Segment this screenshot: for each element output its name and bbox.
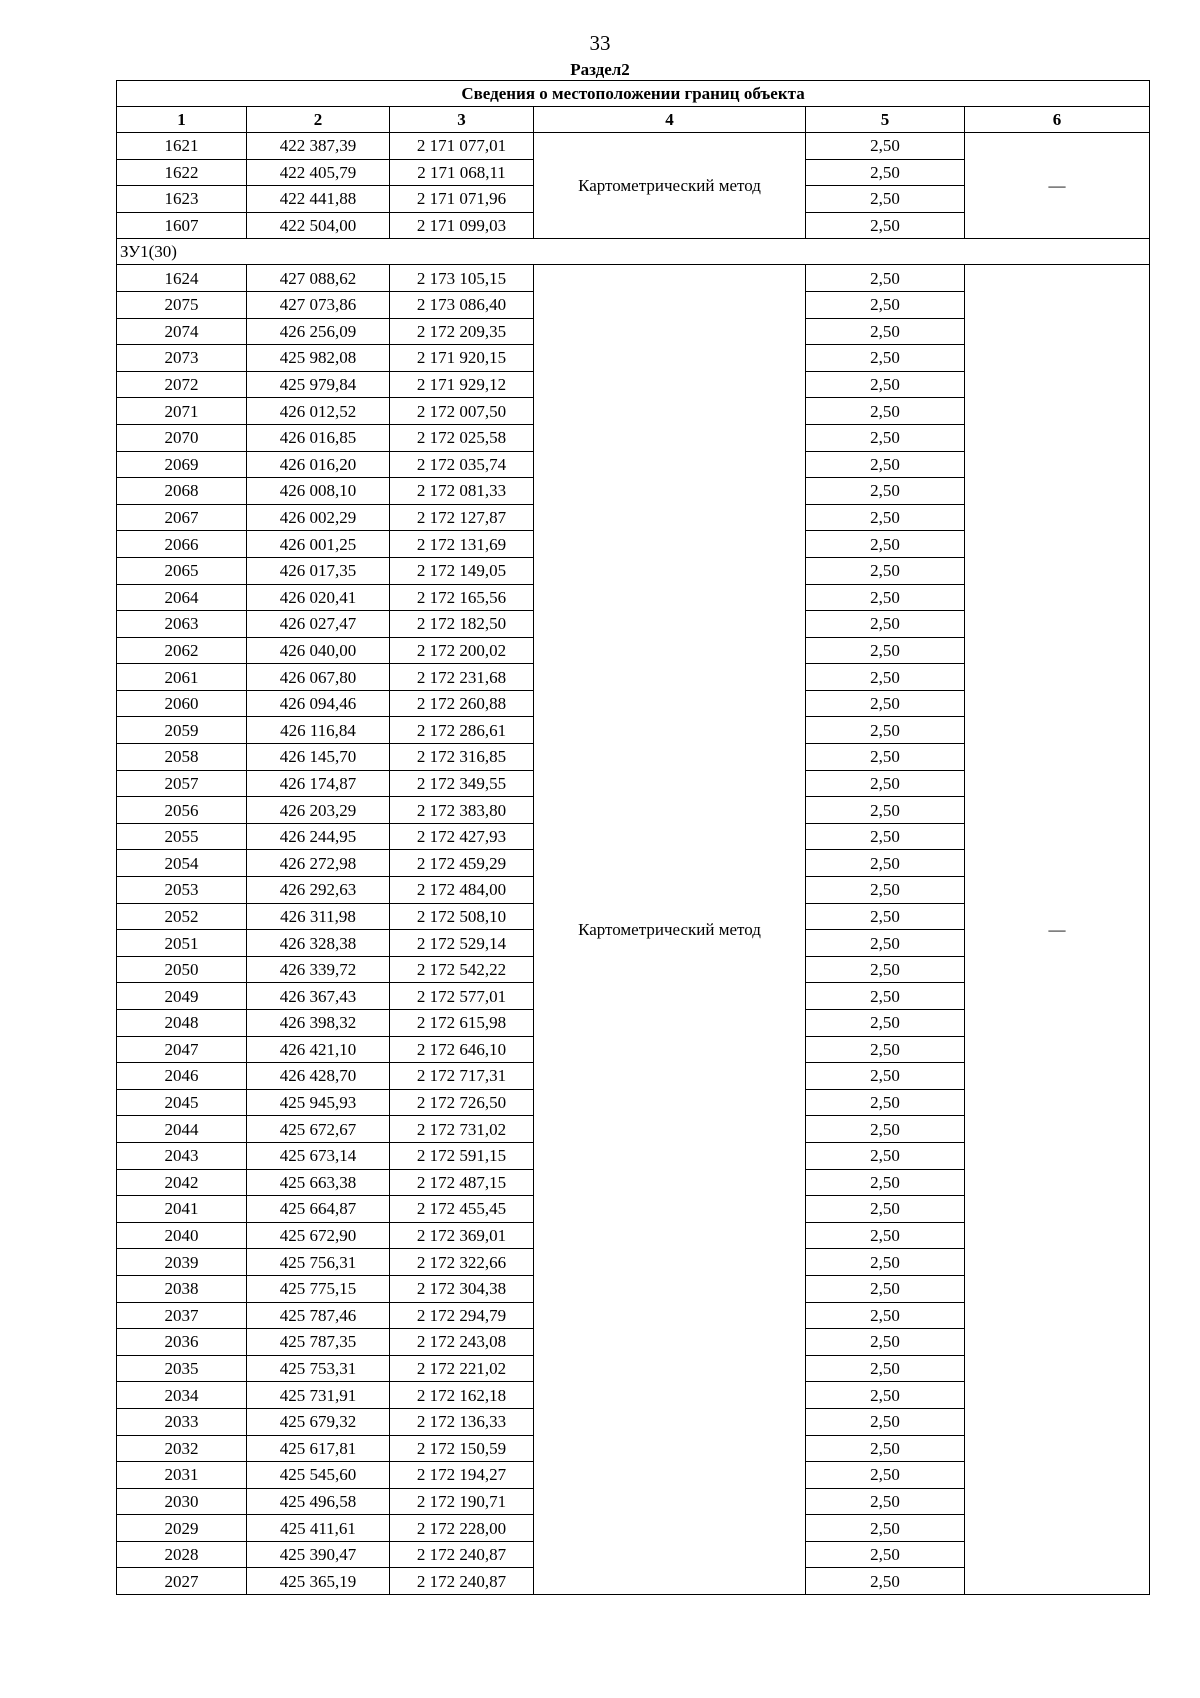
point-number: 2053 (117, 877, 247, 904)
point-number: 2049 (117, 983, 247, 1010)
point-number: 1607 (117, 212, 247, 239)
accuracy-value: 2,50 (806, 478, 965, 505)
coordinate-x: 426 094,46 (247, 690, 390, 717)
coordinate-x: 426 012,52 (247, 398, 390, 425)
accuracy-value: 2,50 (806, 159, 965, 186)
coordinate-x: 425 617,81 (247, 1435, 390, 1462)
accuracy-value: 2,50 (806, 451, 965, 478)
accuracy-value: 2,50 (806, 770, 965, 797)
point-number: 2042 (117, 1169, 247, 1196)
accuracy-value: 2,50 (806, 744, 965, 771)
coordinate-y: 2 172 529,14 (390, 930, 534, 957)
accuracy-value: 2,50 (806, 424, 965, 451)
coordinate-y: 2 172 542,22 (390, 956, 534, 983)
group-row (117, 239, 1150, 265)
group-label: ЗУ1(30) (117, 239, 1150, 265)
coordinate-y: 2 172 025,58 (390, 424, 534, 451)
coordinate-y: 2 172 228,00 (390, 1515, 534, 1542)
coordinate-x: 427 073,86 (247, 291, 390, 318)
coordinate-y: 2 172 131,69 (390, 531, 534, 558)
coordinate-y: 2 172 427,93 (390, 823, 534, 850)
coordinate-x: 425 982,08 (247, 345, 390, 372)
point-number: 2041 (117, 1196, 247, 1223)
dash-cell: — (965, 133, 1150, 239)
point-number: 2067 (117, 504, 247, 531)
coordinate-y: 2 172 007,50 (390, 398, 534, 425)
coordinate-x: 425 756,31 (247, 1249, 390, 1276)
coordinate-y: 2 172 165,56 (390, 584, 534, 611)
coordinate-x: 425 496,58 (247, 1488, 390, 1515)
point-number: 2038 (117, 1275, 247, 1302)
accuracy-value: 2,50 (806, 1462, 965, 1489)
point-number: 2070 (117, 424, 247, 451)
accuracy-value: 2,50 (806, 186, 965, 213)
coordinate-y: 2 172 383,80 (390, 797, 534, 824)
point-number: 2050 (117, 956, 247, 983)
table-row (117, 265, 1150, 292)
column-header: 2 (247, 107, 390, 133)
coordinate-x: 425 663,38 (247, 1169, 390, 1196)
coordinate-x: 425 775,15 (247, 1275, 390, 1302)
coordinate-y: 2 172 591,15 (390, 1142, 534, 1169)
accuracy-value: 2,50 (806, 584, 965, 611)
accuracy-value: 2,50 (806, 318, 965, 345)
coordinate-y: 2 172 487,15 (390, 1169, 534, 1196)
accuracy-value: 2,50 (806, 1515, 965, 1542)
accuracy-value: 2,50 (806, 1036, 965, 1063)
coordinate-y: 2 172 194,27 (390, 1462, 534, 1489)
coordinate-x: 422 405,79 (247, 159, 390, 186)
coordinate-x: 426 145,70 (247, 744, 390, 771)
point-number: 2075 (117, 291, 247, 318)
coordinate-y: 2 172 240,87 (390, 1568, 534, 1595)
point-number: 2051 (117, 930, 247, 957)
point-number: 2054 (117, 850, 247, 877)
accuracy-value: 2,50 (806, 664, 965, 691)
coordinate-x: 425 545,60 (247, 1462, 390, 1489)
coordinate-y: 2 172 221,02 (390, 1355, 534, 1382)
coordinate-x: 426 001,25 (247, 531, 390, 558)
accuracy-value: 2,50 (806, 983, 965, 1010)
point-number: 2052 (117, 903, 247, 930)
coordinate-x: 426 272,98 (247, 850, 390, 877)
point-number: 2057 (117, 770, 247, 797)
point-number: 2043 (117, 1142, 247, 1169)
point-number: 2044 (117, 1116, 247, 1143)
point-number: 2029 (117, 1515, 247, 1542)
coordinate-x: 426 244,95 (247, 823, 390, 850)
coordinate-y: 2 171 920,15 (390, 345, 534, 372)
point-number: 2064 (117, 584, 247, 611)
coordinate-x: 426 017,35 (247, 557, 390, 584)
coordinate-x: 426 328,38 (247, 930, 390, 957)
coordinate-x: 422 387,39 (247, 133, 390, 160)
accuracy-value: 2,50 (806, 1568, 965, 1595)
coordinate-y: 2 172 646,10 (390, 1036, 534, 1063)
table-row (117, 133, 1150, 160)
accuracy-value: 2,50 (806, 1275, 965, 1302)
method-cell: Картометрический метод (534, 265, 806, 1595)
accuracy-value: 2,50 (806, 1222, 965, 1249)
point-number: 2058 (117, 744, 247, 771)
coordinate-x: 425 945,93 (247, 1089, 390, 1116)
point-number: 2040 (117, 1222, 247, 1249)
accuracy-value: 2,50 (806, 956, 965, 983)
dash-cell: — (965, 265, 1150, 1595)
accuracy-value: 2,50 (806, 1488, 965, 1515)
coordinate-x: 426 256,09 (247, 318, 390, 345)
coordinate-y: 2 172 127,87 (390, 504, 534, 531)
accuracy-value: 2,50 (806, 690, 965, 717)
coordinate-y: 2 172 717,31 (390, 1063, 534, 1090)
coordinate-x: 426 367,43 (247, 983, 390, 1010)
accuracy-value: 2,50 (806, 1382, 965, 1409)
coordinate-x: 426 067,80 (247, 664, 390, 691)
coordinate-y: 2 172 136,33 (390, 1408, 534, 1435)
coordinate-x: 425 390,47 (247, 1541, 390, 1568)
coordinate-x: 426 428,70 (247, 1063, 390, 1090)
coordinate-x: 426 027,47 (247, 611, 390, 638)
accuracy-value: 2,50 (806, 212, 965, 239)
point-number: 2073 (117, 345, 247, 372)
coordinate-x: 425 787,46 (247, 1302, 390, 1329)
accuracy-value: 2,50 (806, 850, 965, 877)
coordinate-y: 2 171 077,01 (390, 133, 534, 160)
coordinate-x: 427 088,62 (247, 265, 390, 292)
coordinate-x: 425 673,14 (247, 1142, 390, 1169)
point-number: 2031 (117, 1462, 247, 1489)
accuracy-value: 2,50 (806, 1089, 965, 1116)
point-number: 2034 (117, 1382, 247, 1409)
point-number: 2027 (117, 1568, 247, 1595)
coordinate-x: 425 753,31 (247, 1355, 390, 1382)
coordinate-x: 426 002,29 (247, 504, 390, 531)
coordinate-x: 426 016,20 (247, 451, 390, 478)
point-number: 2046 (117, 1063, 247, 1090)
accuracy-value: 2,50 (806, 1249, 965, 1276)
coordinate-y: 2 172 731,02 (390, 1116, 534, 1143)
coordinate-y: 2 172 149,05 (390, 557, 534, 584)
point-number: 2033 (117, 1408, 247, 1435)
coordinate-x: 425 679,32 (247, 1408, 390, 1435)
coordinate-y: 2 171 929,12 (390, 371, 534, 398)
coordinate-x: 425 365,19 (247, 1568, 390, 1595)
accuracy-value: 2,50 (806, 504, 965, 531)
accuracy-value: 2,50 (806, 1196, 965, 1223)
coordinate-y: 2 172 243,08 (390, 1329, 534, 1356)
coordinate-y: 2 172 349,55 (390, 770, 534, 797)
coordinate-x: 422 441,88 (247, 186, 390, 213)
point-number: 2037 (117, 1302, 247, 1329)
coordinate-y: 2 171 068,11 (390, 159, 534, 186)
column-header: 1 (117, 107, 247, 133)
column-header: 6 (965, 107, 1150, 133)
accuracy-value: 2,50 (806, 531, 965, 558)
column-header: 4 (534, 107, 806, 133)
point-number: 2059 (117, 717, 247, 744)
accuracy-value: 2,50 (806, 265, 965, 292)
accuracy-value: 2,50 (806, 1010, 965, 1037)
coordinate-y: 2 172 286,61 (390, 717, 534, 744)
section-title: Раздел2 (570, 60, 630, 79)
accuracy-value: 2,50 (806, 1329, 965, 1356)
table-caption: Сведения о местоположении границ объекта (117, 81, 1150, 107)
point-number: 2028 (117, 1541, 247, 1568)
accuracy-value: 2,50 (806, 611, 965, 638)
accuracy-value: 2,50 (806, 291, 965, 318)
point-number: 1623 (117, 186, 247, 213)
coordinates-table (116, 80, 1150, 1595)
coordinate-y: 2 172 294,79 (390, 1302, 534, 1329)
point-number: 2045 (117, 1089, 247, 1116)
column-header-row (117, 107, 1150, 133)
accuracy-value: 2,50 (806, 1116, 965, 1143)
point-number: 2065 (117, 557, 247, 584)
coordinate-x: 426 174,87 (247, 770, 390, 797)
coordinate-y: 2 172 615,98 (390, 1010, 534, 1037)
accuracy-value: 2,50 (806, 717, 965, 744)
coordinate-x: 426 008,10 (247, 478, 390, 505)
point-number: 1621 (117, 133, 247, 160)
coordinate-x: 426 203,29 (247, 797, 390, 824)
point-number: 2036 (117, 1329, 247, 1356)
accuracy-value: 2,50 (806, 1063, 965, 1090)
point-number: 2072 (117, 371, 247, 398)
accuracy-value: 2,50 (806, 133, 965, 160)
coordinate-y: 2 172 035,74 (390, 451, 534, 478)
accuracy-value: 2,50 (806, 1355, 965, 1382)
coordinate-y: 2 172 081,33 (390, 478, 534, 505)
coordinate-x: 425 731,91 (247, 1382, 390, 1409)
accuracy-value: 2,50 (806, 1435, 965, 1462)
accuracy-value: 2,50 (806, 345, 965, 372)
coordinate-x: 426 020,41 (247, 584, 390, 611)
coordinate-y: 2 172 182,50 (390, 611, 534, 638)
accuracy-value: 2,50 (806, 823, 965, 850)
point-number: 2055 (117, 823, 247, 850)
point-number: 2039 (117, 1249, 247, 1276)
coordinate-y: 2 172 322,66 (390, 1249, 534, 1276)
coordinate-x: 426 421,10 (247, 1036, 390, 1063)
coordinate-x: 425 672,67 (247, 1116, 390, 1143)
accuracy-value: 2,50 (806, 1142, 965, 1169)
coordinate-y: 2 172 240,87 (390, 1541, 534, 1568)
accuracy-value: 2,50 (806, 1541, 965, 1568)
coordinate-y: 2 171 071,96 (390, 186, 534, 213)
accuracy-value: 2,50 (806, 930, 965, 957)
point-number: 2068 (117, 478, 247, 505)
coordinate-x: 426 292,63 (247, 877, 390, 904)
point-number: 2047 (117, 1036, 247, 1063)
accuracy-value: 2,50 (806, 903, 965, 930)
coordinate-y: 2 172 455,45 (390, 1196, 534, 1223)
accuracy-value: 2,50 (806, 637, 965, 664)
column-header: 5 (806, 107, 965, 133)
coordinate-y: 2 172 577,01 (390, 983, 534, 1010)
accuracy-value: 2,50 (806, 398, 965, 425)
coordinate-x: 426 339,72 (247, 956, 390, 983)
accuracy-value: 2,50 (806, 1169, 965, 1196)
coordinate-x: 426 116,84 (247, 717, 390, 744)
coordinate-x: 426 311,98 (247, 903, 390, 930)
coordinate-y: 2 172 316,85 (390, 744, 534, 771)
accuracy-value: 2,50 (806, 877, 965, 904)
point-number: 2048 (117, 1010, 247, 1037)
coordinate-y: 2 172 260,88 (390, 690, 534, 717)
point-number: 2032 (117, 1435, 247, 1462)
coordinate-x: 422 504,00 (247, 212, 390, 239)
coordinate-y: 2 172 369,01 (390, 1222, 534, 1249)
coordinate-x: 425 787,35 (247, 1329, 390, 1356)
coordinate-y: 2 172 508,10 (390, 903, 534, 930)
method-cell: Картометрический метод (534, 133, 806, 239)
coordinate-y: 2 172 200,02 (390, 637, 534, 664)
coordinate-y: 2 172 231,68 (390, 664, 534, 691)
point-number: 2030 (117, 1488, 247, 1515)
coordinate-y: 2 172 304,38 (390, 1275, 534, 1302)
point-number: 2035 (117, 1355, 247, 1382)
coordinate-x: 426 040,00 (247, 637, 390, 664)
point-number: 2074 (117, 318, 247, 345)
coordinate-x: 426 016,85 (247, 424, 390, 451)
point-number: 2066 (117, 531, 247, 558)
coordinate-x: 425 411,61 (247, 1515, 390, 1542)
point-number: 2071 (117, 398, 247, 425)
page-number: 33 (589, 31, 611, 55)
accuracy-value: 2,50 (806, 797, 965, 824)
point-number: 1622 (117, 159, 247, 186)
coordinate-x: 425 979,84 (247, 371, 390, 398)
coordinate-y: 2 172 162,18 (390, 1382, 534, 1409)
point-number: 2056 (117, 797, 247, 824)
coordinate-y: 2 172 484,00 (390, 877, 534, 904)
point-number: 2063 (117, 611, 247, 638)
coordinate-y: 2 173 105,15 (390, 265, 534, 292)
point-number: 2062 (117, 637, 247, 664)
coordinate-x: 426 398,32 (247, 1010, 390, 1037)
coordinate-x: 425 664,87 (247, 1196, 390, 1223)
coordinate-y: 2 171 099,03 (390, 212, 534, 239)
column-header: 3 (390, 107, 534, 133)
accuracy-value: 2,50 (806, 371, 965, 398)
point-number: 2069 (117, 451, 247, 478)
coordinate-y: 2 172 190,71 (390, 1488, 534, 1515)
accuracy-value: 2,50 (806, 1408, 965, 1435)
coordinate-y: 2 173 086,40 (390, 291, 534, 318)
coordinate-x: 425 672,90 (247, 1222, 390, 1249)
accuracy-value: 2,50 (806, 557, 965, 584)
coordinate-y: 2 172 726,50 (390, 1089, 534, 1116)
accuracy-value: 2,50 (806, 1302, 965, 1329)
coordinate-y: 2 172 459,29 (390, 850, 534, 877)
coordinate-y: 2 172 150,59 (390, 1435, 534, 1462)
point-number: 2060 (117, 690, 247, 717)
coordinate-y: 2 172 209,35 (390, 318, 534, 345)
point-number: 1624 (117, 265, 247, 292)
point-number: 2061 (117, 664, 247, 691)
